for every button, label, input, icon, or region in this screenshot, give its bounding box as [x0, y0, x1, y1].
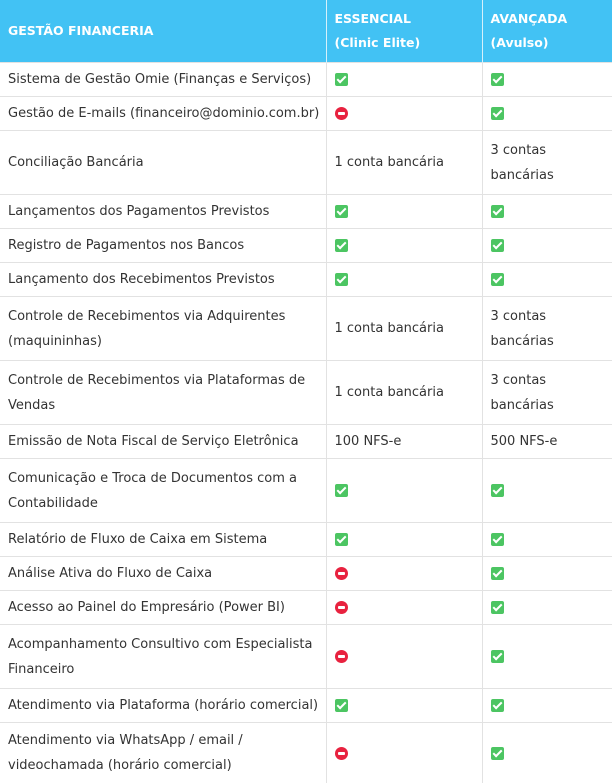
header-title: GESTÃO FINANCERIA — [8, 23, 153, 38]
essencial-cell — [326, 723, 482, 783]
feature-label: Atendimento via WhatsApp / email / videochamada (horário comercial) — [8, 733, 243, 773]
check-mark-icon — [491, 699, 504, 712]
avancada-value: 3 contas bancárias — [491, 373, 554, 413]
feature-cell — [0, 263, 326, 297]
feature-cell — [0, 523, 326, 557]
table-row — [0, 625, 612, 689]
essencial-cell — [326, 625, 482, 689]
avancada-cell — [482, 297, 612, 361]
avancada-cell — [482, 195, 612, 229]
no-entry-icon — [335, 567, 348, 580]
essencial-cell — [326, 361, 482, 425]
avancada-cell — [482, 425, 612, 459]
table-row — [0, 523, 612, 557]
check-mark-icon — [491, 484, 504, 497]
table-header — [0, 0, 612, 63]
check-mark-icon — [491, 747, 504, 760]
feature-cell — [0, 297, 326, 361]
table-row — [0, 425, 612, 459]
feature-label: Lançamentos dos Pagamentos Previstos — [8, 204, 269, 219]
feature-cell — [0, 459, 326, 523]
avancada-cell — [482, 361, 612, 425]
feature-cell — [0, 131, 326, 195]
essencial-cell — [326, 689, 482, 723]
avancada-cell — [482, 263, 612, 297]
table-row — [0, 557, 612, 591]
feature-cell — [0, 625, 326, 689]
table-row — [0, 297, 612, 361]
essencial-cell — [326, 591, 482, 625]
feature-label: Registro de Pagamentos nos Bancos — [8, 238, 244, 253]
feature-cell — [0, 63, 326, 97]
header-row — [0, 0, 612, 63]
check-mark-icon — [335, 699, 348, 712]
avancada-cell — [482, 557, 612, 591]
essencial-cell — [326, 63, 482, 97]
feature-label: Emissão de Nota Fiscal de Serviço Eletrônica — [8, 434, 299, 449]
essencial-cell — [326, 557, 482, 591]
feature-label: Conciliação Bancária — [8, 155, 144, 170]
check-mark-icon — [335, 239, 348, 252]
table-row — [0, 229, 612, 263]
feature-label: Sistema de Gestão Omie (Finanças e Serviços) — [8, 72, 311, 87]
feature-cell — [0, 425, 326, 459]
check-mark-icon — [491, 205, 504, 218]
feature-cell — [0, 97, 326, 131]
feature-cell — [0, 591, 326, 625]
avancada-cell — [482, 689, 612, 723]
avancada-cell — [482, 625, 612, 689]
table-row — [0, 263, 612, 297]
feature-label: Lançamento dos Recebimentos Previstos — [8, 272, 275, 287]
avancada-value: 3 contas bancárias — [491, 143, 554, 183]
check-mark-icon — [491, 533, 504, 546]
essencial-value: 1 conta bancária — [335, 155, 444, 170]
avancada-cell — [482, 523, 612, 557]
check-mark-icon — [335, 484, 348, 497]
no-entry-icon — [335, 107, 348, 120]
header-essencial-sub: (Clinic Elite) — [335, 35, 421, 50]
feature-cell — [0, 723, 326, 783]
table-row — [0, 723, 612, 783]
table-row — [0, 361, 612, 425]
check-mark-icon — [335, 205, 348, 218]
essencial-cell — [326, 459, 482, 523]
avancada-value: 3 contas bancárias — [491, 309, 554, 349]
check-mark-icon — [491, 273, 504, 286]
check-mark-icon — [491, 73, 504, 86]
feature-label: Controle de Recebimentos via Adquirentes (maquininhas) — [8, 309, 285, 349]
check-mark-icon — [335, 73, 348, 86]
feature-label: Controle de Recebimentos via Plataformas de Vendas — [8, 373, 305, 413]
feature-cell — [0, 361, 326, 425]
essencial-cell — [326, 425, 482, 459]
check-mark-icon — [491, 601, 504, 614]
feature-label: Acompanhamento Consultivo com Especialista Financeiro — [8, 637, 312, 677]
check-mark-icon — [491, 239, 504, 252]
header-gestao-financeira — [0, 0, 326, 63]
no-entry-icon — [335, 650, 348, 663]
check-mark-icon — [335, 533, 348, 546]
avancada-cell — [482, 97, 612, 131]
table-body — [0, 63, 612, 783]
no-entry-icon — [335, 747, 348, 760]
table-row — [0, 195, 612, 229]
feature-label: Acesso ao Painel do Empresário (Power BI) — [8, 600, 285, 615]
feature-cell — [0, 689, 326, 723]
avancada-cell — [482, 63, 612, 97]
feature-label: Atendimento via Plataforma (horário comercial) — [8, 698, 318, 713]
essencial-cell — [326, 97, 482, 131]
header-essencial-name: ESSENCIAL — [335, 11, 411, 26]
essencial-value: 100 NFS-e — [335, 434, 402, 449]
check-mark-icon — [491, 107, 504, 120]
feature-label: Relatório de Fluxo de Caixa em Sistema — [8, 532, 267, 547]
table-row — [0, 63, 612, 97]
table-row — [0, 97, 612, 131]
header-avancada — [482, 0, 612, 63]
essencial-value: 1 conta bancária — [335, 321, 444, 336]
feature-label: Análise Ativa do Fluxo de Caixa — [8, 566, 212, 581]
table-row — [0, 459, 612, 523]
check-mark-icon — [491, 650, 504, 663]
essencial-value: 1 conta bancária — [335, 385, 444, 400]
feature-cell — [0, 229, 326, 263]
essencial-cell — [326, 195, 482, 229]
header-avancada-sub: (Avulso) — [491, 35, 549, 50]
avancada-value: 500 NFS-e — [491, 434, 558, 449]
header-essencial — [326, 0, 482, 63]
avancada-cell — [482, 723, 612, 783]
avancada-cell — [482, 229, 612, 263]
essencial-cell — [326, 229, 482, 263]
avancada-cell — [482, 131, 612, 195]
avancada-cell — [482, 591, 612, 625]
avancada-cell — [482, 459, 612, 523]
essencial-cell — [326, 263, 482, 297]
feature-label: Comunicação e Troca de Documentos com a Contabilidade — [8, 471, 297, 511]
table-row — [0, 131, 612, 195]
check-mark-icon — [491, 567, 504, 580]
feature-cell — [0, 195, 326, 229]
essencial-cell — [326, 131, 482, 195]
essencial-cell — [326, 523, 482, 557]
table-row — [0, 591, 612, 625]
table-row — [0, 689, 612, 723]
feature-cell — [0, 557, 326, 591]
feature-label: Gestão de E-mails (financeiro@dominio.com.br) — [8, 106, 319, 121]
no-entry-icon — [335, 601, 348, 614]
header-avancada-name: AVANÇADA — [491, 11, 568, 26]
essencial-cell — [326, 297, 482, 361]
check-mark-icon — [335, 273, 348, 286]
